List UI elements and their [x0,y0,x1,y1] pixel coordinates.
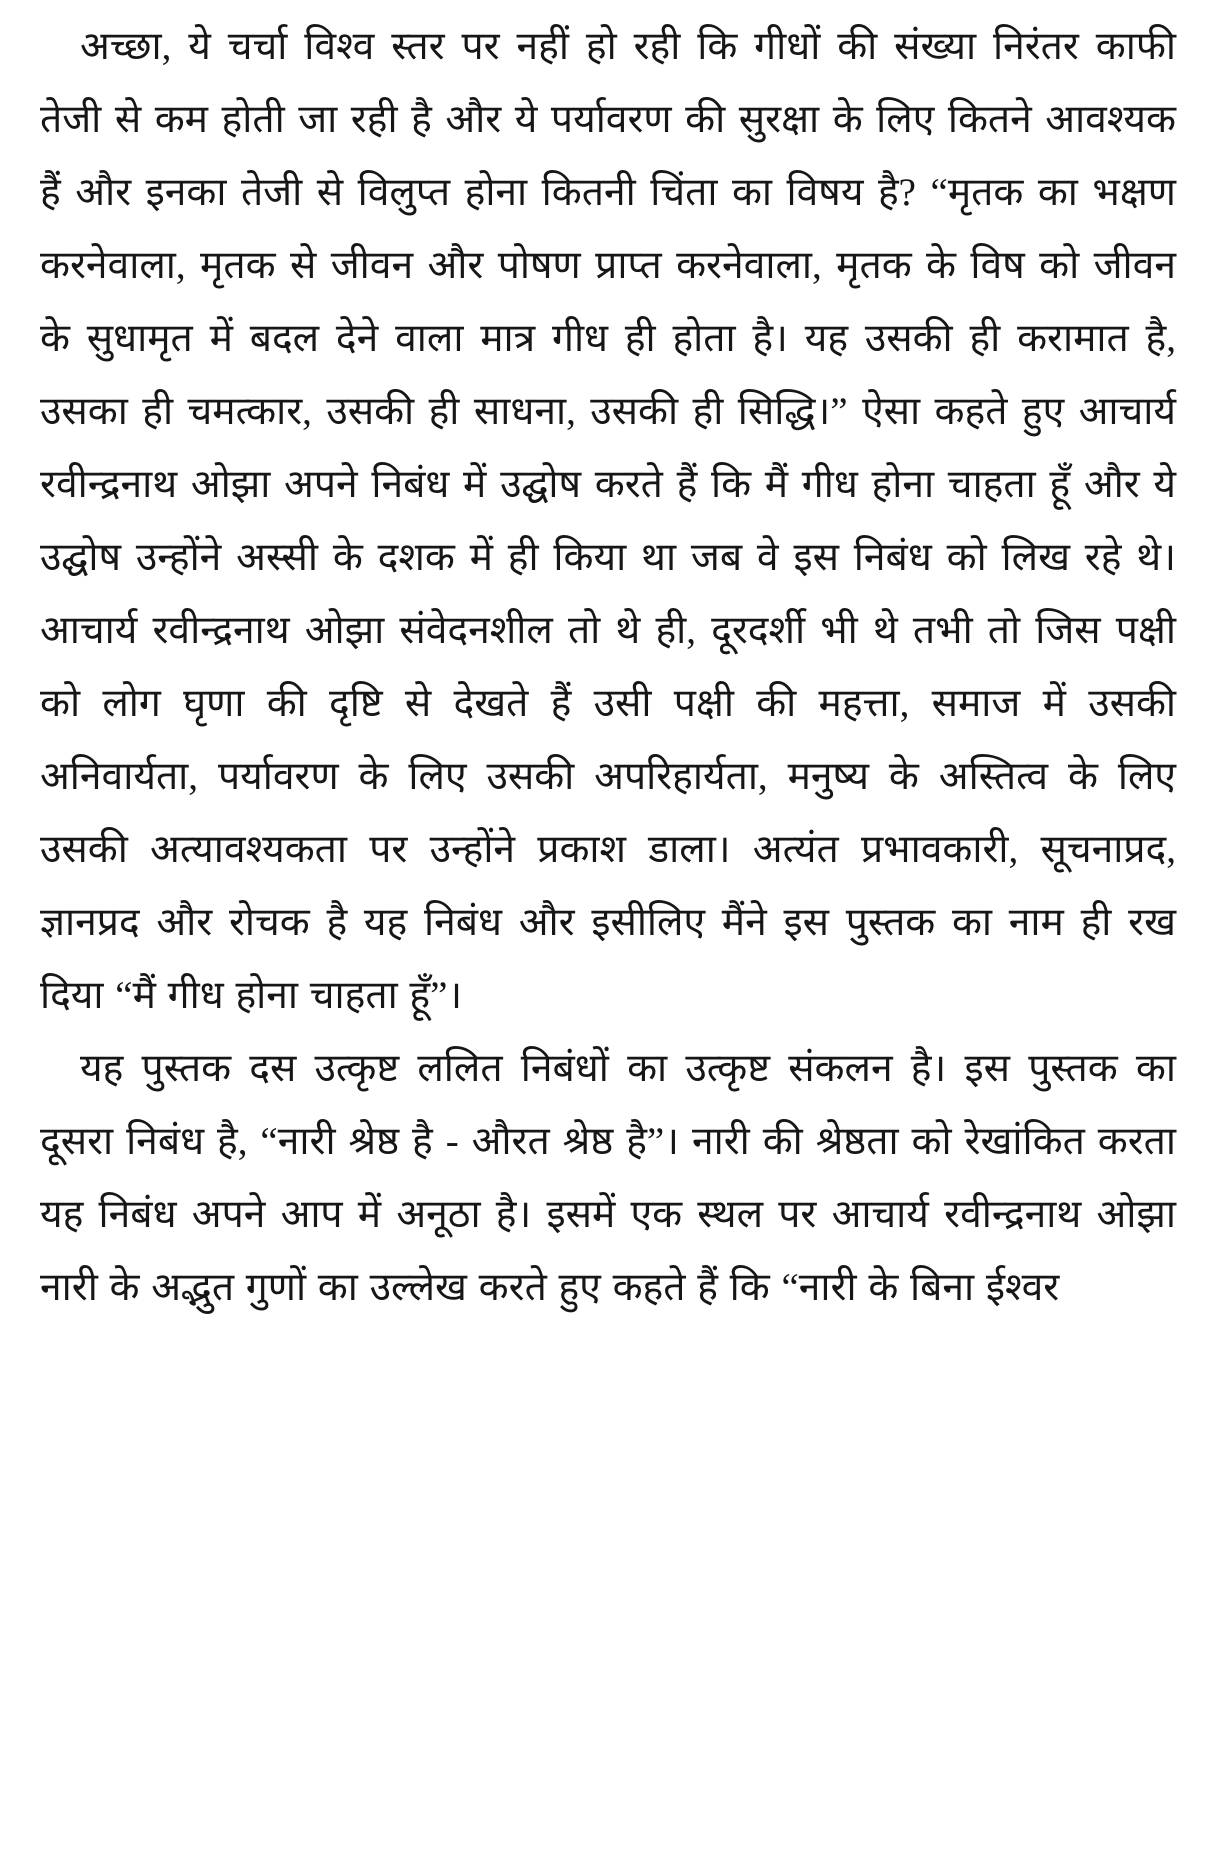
paragraph-1: अच्छा, ये चर्चा विश्व स्तर पर नहीं हो रही कि गीधों की संख्या निरंतर काफी तेजी से कम होती जा रही है और ये पर्यावरण की सुरक्षा के लिए कितने आवश्यक हैं और इनका तेजी से विलुप्त होना कितनी चिंता का विषय है? “मृतक का भक्षण करनेवाला, मृतक से जीवन और पोषण प्राप्त करनेवाला, मृतक के विष को जीवन के सुधामृत में बदल देने वाला मात्र गीध ही होता है। यह उसकी ही करामात है, उसका ही चमत्कार, उसकी ही साधना, उसकी ही सिद्धि।” ऐसा कहते हुए आचार्य रवीन्द्रनाथ ओझा अपने निबंध में उद्घोष करते हैं कि मैं गीध होना चाहता हूँ और ये उद्घोष उन्होंने अस्सी के दशक में ही किया था जब वे इस निबंध को लिख रहे थे। आचार्य रवीन्द्रनाथ ओझा संवेदनशील तो थे ही, दूरदर्शी भी थे तभी तो जिस पक्षी को लोग घृणा की दृष्टि से देखते हैं उसी पक्षी की महत्ता, समाज में उसकी अनिवार्यता, पर्यावरण के लिए उसकी अपरिहार्यता, मनुष्य के अस्तित्व के लिए उसकी अत्यावश्यकता पर उन्होंने प्रकाश डाला। अत्यंत प्रभावकारी, सूचनाप्रद, ज्ञानप्रद और रोचक है यह निबंध और इसीलिए मैंने इस पुस्तक का नाम ही रख दिया “मैं गीध होना चाहता हूँ”। [40,25,1176,1017]
paragraph-2: यह पुस्तक दस उत्कृष्ट ललित निबंधों का उत्कृष्ट संकलन है। इस पुस्तक का दूसरा निबंध है, “नारी श्रेष्ठ है - औरत श्रेष्ठ है”। नारी की श्रेष्ठता को रेखांकित करता यह निबंध अपने आप में अनूठा है। इसमें एक स्थल पर आचार्य रवीन्द्रनाथ ओझा नारी के अद्भुत गुणों का उल्लेख करते हुए कहते हैं कि “नारी के बिना ईश्वर [40,1047,1176,1309]
